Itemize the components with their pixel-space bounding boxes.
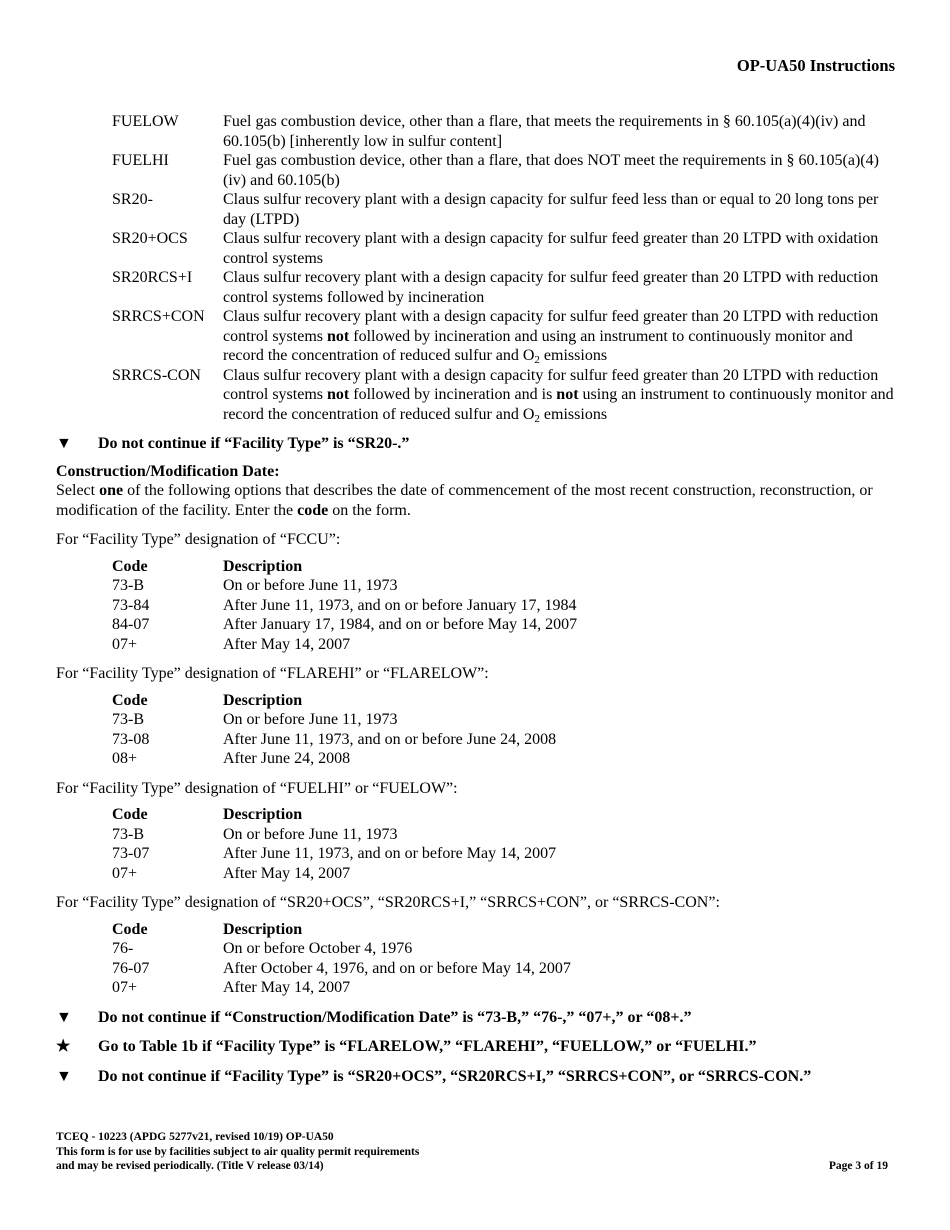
column-header: Code xyxy=(112,557,148,575)
rule-stop-sr20 xyxy=(56,434,896,454)
date-code: 73-B xyxy=(112,711,144,728)
table-row xyxy=(112,151,896,190)
type-description: Claus sulfur recovery plant with a design capacity for sulfur feed greater than 20 LTPD with reduction control systems followed by incineration xyxy=(223,269,879,306)
desc-part: Claus sulfur recovery plant with a design capacity for sulfur feed greater than 20 LTPD with reduction control systems xyxy=(223,308,879,345)
type-code: SR20RCS+I xyxy=(112,269,193,286)
table-row xyxy=(112,825,556,845)
page-number: Page 3 of 19 xyxy=(828,1160,888,1172)
intro-part: Select xyxy=(56,482,100,499)
date-code: 07+ xyxy=(112,635,138,653)
date-code: 08+ xyxy=(112,750,138,767)
table-row xyxy=(112,615,577,635)
table-row xyxy=(112,939,571,959)
group-lead: For “Facility Type” designation of “FLAREHI” or “FLARELOW”: xyxy=(56,665,489,682)
desc-part: Claus sulfur recovery plant with a design capacity for sulfur feed greater than 20 LTPD with reduction control systems xyxy=(223,366,879,403)
date-description: After June 24, 2008 xyxy=(223,750,351,767)
code-table xyxy=(112,805,556,883)
type-code: FUELHI xyxy=(112,152,169,169)
table-row xyxy=(112,190,896,229)
document-body xyxy=(56,112,896,1086)
group-lead: For “Facility Type” designation of “FUELHI” or “FUELOW”: xyxy=(56,779,458,797)
section-intro xyxy=(56,481,896,520)
facility-type-table xyxy=(112,112,896,424)
table-row xyxy=(112,229,896,268)
page-header-title: OP-UA50 Instructions xyxy=(736,56,895,75)
star-icon: ★ xyxy=(56,1038,71,1055)
date-code: 73-08 xyxy=(112,730,150,748)
date-description: After January 17, 1984, and on or before May 14, 2007 xyxy=(223,616,578,633)
date-description: On or before June 11, 1973 xyxy=(223,825,398,843)
desc-part: emissions xyxy=(539,347,608,364)
rule-goto-table xyxy=(56,1037,896,1057)
date-description: After October 4, 1976, and on or before May 14, 2007 xyxy=(223,959,571,977)
type-description: Claus sulfur recovery plant with a design capacity for sulfur feed greater than 20 LTPD with oxidation control systems xyxy=(223,230,879,267)
desc-part: followed by incineration and is xyxy=(349,386,557,403)
date-description: After May 14, 2007 xyxy=(223,864,351,882)
desc-emphasis: not xyxy=(556,386,579,403)
rule-stop-facility xyxy=(56,1067,896,1087)
desc-emphasis: not xyxy=(327,327,350,345)
code-table xyxy=(112,920,571,998)
table-header-row xyxy=(112,920,571,940)
rule-stop-date xyxy=(56,1008,896,1028)
rule-text: Go to Table 1b if “Facility Type” is “FLARELOW,” “FLAREHI”, “FUELLOW,” or “FUELHI.” xyxy=(98,1038,757,1055)
table-row xyxy=(112,576,577,596)
group-lead: For “Facility Type” designation of “SR20+OCS”, “SR20RCS+I,” “SRRCS+CON”, or “SRRCS-CON”: xyxy=(56,894,720,911)
triangle-down-icon: ▼ xyxy=(56,1008,72,1026)
intro-part: of the following options that describes the date of commencement of the most recent construction, reconstruction, or modification of the facility. Enter the xyxy=(56,482,873,519)
table-header-row xyxy=(112,691,556,711)
type-description xyxy=(223,307,896,366)
type-code: SRRCS+CON xyxy=(112,308,205,325)
desc-emphasis: not xyxy=(327,386,350,403)
date-description: After June 11, 1973, and on or before January 17, 1984 xyxy=(223,596,577,614)
date-code: 07+ xyxy=(112,979,138,996)
date-code: 07+ xyxy=(112,864,138,882)
column-header: Description xyxy=(223,691,303,709)
date-code: 76- xyxy=(112,940,134,957)
rule-text: Do not continue if “Facility Type” is “SR20+OCS”, “SR20RCS+I,” “SRRCS+CON”, or “SRRCS-CON.” xyxy=(98,1067,812,1085)
code-table xyxy=(112,557,577,655)
date-code: 73-B xyxy=(112,577,144,594)
intro-emphasis: one xyxy=(99,482,124,499)
type-code: FUELOW xyxy=(112,113,179,130)
date-code: 73-B xyxy=(112,825,144,843)
page-footer xyxy=(56,1130,896,1174)
table-row xyxy=(112,749,556,769)
table-row xyxy=(112,959,571,979)
column-header: Code xyxy=(112,920,148,938)
section-title: Construction/Modification Date: xyxy=(56,462,280,480)
date-code: 76-07 xyxy=(112,959,150,977)
date-code: 73-84 xyxy=(112,596,150,614)
desc-part: followed by incineration and using an instrument to continuously monitor and record the concentration of reduced sulfur and O xyxy=(223,327,853,364)
table-row xyxy=(112,978,571,998)
desc-part: emissions xyxy=(539,405,608,423)
table-row xyxy=(112,268,896,307)
rule-text: Do not continue if “Construction/Modification Date” is “73-B,” “76-,” “07+,” or “08+.” xyxy=(98,1008,692,1026)
column-header: Code xyxy=(112,691,148,709)
table-row xyxy=(112,307,896,366)
footer-note: This form is for use by facilities subject to air quality permit requirements xyxy=(56,1145,420,1158)
table-row xyxy=(112,710,556,730)
type-code: SR20+OCS xyxy=(112,230,188,247)
column-header: Description xyxy=(223,920,303,938)
date-code: 84-07 xyxy=(112,616,150,633)
date-description: After June 11, 1973, and on or before May 14, 2007 xyxy=(223,845,557,862)
column-header: Code xyxy=(112,806,148,823)
group-lead: For “Facility Type” designation of “FCCU”: xyxy=(56,531,341,548)
code-table xyxy=(112,691,556,769)
intro-part: on the form. xyxy=(328,501,411,519)
triangle-down-icon: ▼ xyxy=(56,435,72,452)
type-description: Claus sulfur recovery plant with a design capacity for sulfur feed less than or equal to 20 long tons per day (LTPD) xyxy=(223,191,879,228)
type-code: SRRCS-CON xyxy=(112,366,201,384)
date-description: After May 14, 2007 xyxy=(223,635,351,653)
type-description: Fuel gas combustion device, other than a flare, that meets the requirements in § 60.105(a)(4)(iv) and 60.105(b) [inherently low in sulfur content] xyxy=(223,113,866,150)
date-description: On or before June 11, 1973 xyxy=(223,711,398,728)
table-row xyxy=(112,635,577,655)
date-description: After June 11, 1973, and on or before June 24, 2008 xyxy=(223,730,557,748)
table-header-row xyxy=(112,805,556,825)
subscript: 2 xyxy=(534,354,540,366)
date-description: On or before June 11, 1973 xyxy=(223,577,398,594)
table-row xyxy=(112,366,896,425)
column-header: Description xyxy=(223,557,303,575)
type-description xyxy=(223,366,896,425)
table-row xyxy=(112,112,896,151)
rule-text: Do not continue if “Facility Type” is “SR20-.” xyxy=(98,435,410,452)
table-row xyxy=(112,844,556,864)
table-row xyxy=(112,864,556,884)
intro-emphasis: code xyxy=(297,501,329,519)
date-description: On or before October 4, 1976 xyxy=(223,940,413,957)
date-description: After May 14, 2007 xyxy=(223,979,351,996)
desc-part: using an instrument to continuously monitor and record the concentration of reduced sulfur and O xyxy=(223,386,894,423)
column-header: Description xyxy=(223,806,303,823)
table-header-row xyxy=(112,557,577,577)
triangle-down-icon: ▼ xyxy=(56,1067,72,1085)
footer-note: and may be revised periodically. (Title V release 03/14) xyxy=(56,1160,324,1172)
table-row xyxy=(112,596,577,616)
type-description: Fuel gas combustion device, other than a flare, that does NOT meet the requirements in § 60.105(a)(4)(iv) and 60.105(b) xyxy=(223,152,879,189)
type-code: SR20- xyxy=(112,191,153,208)
subscript: 2 xyxy=(534,412,540,425)
table-row xyxy=(112,730,556,750)
date-code: 73-07 xyxy=(112,845,150,862)
footer-form-id: TCEQ - 10223 (APDG 5277v21, revised 10/19) OP-UA50 xyxy=(56,1131,334,1143)
